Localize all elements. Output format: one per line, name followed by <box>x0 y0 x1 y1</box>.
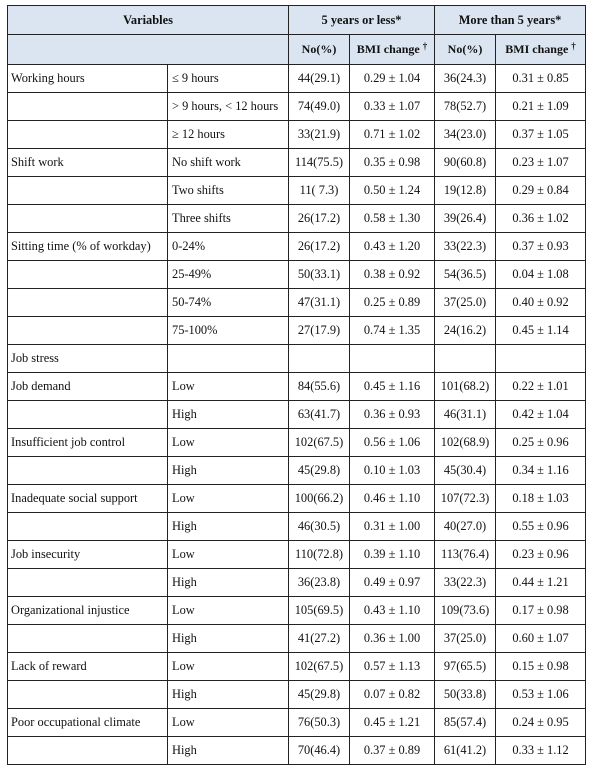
cell-g1-no-pct: 27(17.9) <box>289 317 350 345</box>
cell-g2-bmi-change: 0.42 ± 1.04 <box>496 401 586 429</box>
cell-g2-bmi-change: 0.29 ± 0.84 <box>496 177 586 205</box>
cell-g1-no-pct: 26(17.2) <box>289 233 350 261</box>
cell-variable <box>8 121 168 149</box>
cell-g2-no-pct: 45(30.4) <box>435 457 496 485</box>
cell-g2-bmi-change: 0.55 ± 0.96 <box>496 513 586 541</box>
cell-g2-bmi-change: 0.21 ± 1.09 <box>496 93 586 121</box>
cell-g1-no-pct: 74(49.0) <box>289 93 350 121</box>
cell-g2-bmi-change: 0.22 ± 1.01 <box>496 373 586 401</box>
cell-g2-bmi-change: 0.18 ± 1.03 <box>496 485 586 513</box>
table-row <box>8 513 586 541</box>
cell-g1-no-pct: 76(50.3) <box>289 709 350 737</box>
table-row <box>8 653 586 681</box>
cell-g2-no-pct: 24(16.2) <box>435 317 496 345</box>
cell-g2-bmi-change <box>496 345 586 373</box>
cell-g1-no-pct: 47(31.1) <box>289 289 350 317</box>
cell-category: ≥ 12 hours <box>168 121 289 149</box>
cell-variable <box>8 737 168 765</box>
table-body <box>8 65 586 765</box>
table-row <box>8 65 586 93</box>
bmi-change-label: BMI change <box>505 42 569 56</box>
cell-g1-no-pct: 102(67.5) <box>289 429 350 457</box>
table-row <box>8 261 586 289</box>
cell-g1-bmi-change: 0.49 ± 0.97 <box>350 569 435 597</box>
table-row <box>8 457 586 485</box>
cell-g2-bmi-change: 0.23 ± 0.96 <box>496 541 586 569</box>
cell-category: 75-100% <box>168 317 289 345</box>
cell-variable: Job insecurity <box>8 541 168 569</box>
table-row <box>8 625 586 653</box>
cell-g2-no-pct: 78(52.7) <box>435 93 496 121</box>
cell-variable <box>8 569 168 597</box>
table-row <box>8 569 586 597</box>
cell-variable <box>8 401 168 429</box>
cell-g1-no-pct: 110(72.8) <box>289 541 350 569</box>
cell-g1-bmi-change: 0.33 ± 1.07 <box>350 93 435 121</box>
cell-variable: Poor occupational climate <box>8 709 168 737</box>
cell-g1-no-pct: 100(66.2) <box>289 485 350 513</box>
cell-g2-bmi-change: 0.37 ± 1.05 <box>496 121 586 149</box>
table-row <box>8 289 586 317</box>
cell-g1-bmi-change: 0.25 ± 0.89 <box>350 289 435 317</box>
dagger-mark: † <box>422 41 428 51</box>
cell-category: 50-74% <box>168 289 289 317</box>
cell-g1-no-pct: 36(23.8) <box>289 569 350 597</box>
cell-g1-no-pct: 70(46.4) <box>289 737 350 765</box>
cell-category: High <box>168 681 289 709</box>
cell-g1-bmi-change: 0.43 ± 1.10 <box>350 597 435 625</box>
table-row <box>8 205 586 233</box>
cell-category: No shift work <box>168 149 289 177</box>
cell-g2-no-pct: 46(31.1) <box>435 401 496 429</box>
cell-category: 25-49% <box>168 261 289 289</box>
cell-g1-bmi-change: 0.43 ± 1.20 <box>350 233 435 261</box>
cell-g2-bmi-change: 0.23 ± 1.07 <box>496 149 586 177</box>
cell-category: High <box>168 401 289 429</box>
cell-g2-bmi-change: 0.25 ± 0.96 <box>496 429 586 457</box>
cell-g2-bmi-change: 0.53 ± 1.06 <box>496 681 586 709</box>
cell-g2-no-pct: 90(60.8) <box>435 149 496 177</box>
cell-g2-bmi-change: 0.40 ± 0.92 <box>496 289 586 317</box>
cell-g1-bmi-change: 0.29 ± 1.04 <box>350 65 435 93</box>
table-row <box>8 541 586 569</box>
cell-variable: Lack of reward <box>8 653 168 681</box>
table-row <box>8 737 586 765</box>
table-row <box>8 485 586 513</box>
cell-category: Low <box>168 429 289 457</box>
cell-variable <box>8 625 168 653</box>
table-row <box>8 401 586 429</box>
cell-g2-no-pct: 33(22.3) <box>435 569 496 597</box>
cell-variable: Organizational injustice <box>8 597 168 625</box>
cell-g1-bmi-change: 0.57 ± 1.13 <box>350 653 435 681</box>
cell-variable <box>8 457 168 485</box>
header-g2-bmi-change <box>496 35 586 65</box>
cell-g2-bmi-change: 0.31 ± 0.85 <box>496 65 586 93</box>
table-row <box>8 709 586 737</box>
cell-g1-no-pct: 41(27.2) <box>289 625 350 653</box>
header-blank <box>8 35 289 65</box>
cell-g1-bmi-change: 0.50 ± 1.24 <box>350 177 435 205</box>
cell-g1-no-pct: 45(29.8) <box>289 457 350 485</box>
cell-category: ≤ 9 hours <box>168 65 289 93</box>
cell-g2-no-pct: 34(23.0) <box>435 121 496 149</box>
cell-variable: Working hours <box>8 65 168 93</box>
cell-variable: Inadequate social support <box>8 485 168 513</box>
table-row <box>8 317 586 345</box>
cell-g2-no-pct: 109(73.6) <box>435 597 496 625</box>
table-row <box>8 345 586 373</box>
cell-g2-bmi-change: 0.60 ± 1.07 <box>496 625 586 653</box>
cell-variable <box>8 681 168 709</box>
cell-g1-no-pct: 63(41.7) <box>289 401 350 429</box>
header-g2-no-pct: No(%) <box>435 35 496 65</box>
cell-g2-no-pct: 85(57.4) <box>435 709 496 737</box>
cell-g1-bmi-change: 0.71 ± 1.02 <box>350 121 435 149</box>
cell-g2-no-pct: 97(65.5) <box>435 653 496 681</box>
cell-g1-bmi-change: 0.35 ± 0.98 <box>350 149 435 177</box>
header-row-columns <box>8 35 586 65</box>
cell-category: Low <box>168 541 289 569</box>
cell-category: High <box>168 457 289 485</box>
cell-g2-bmi-change: 0.34 ± 1.16 <box>496 457 586 485</box>
cell-g2-no-pct: 50(33.8) <box>435 681 496 709</box>
cell-g1-bmi-change: 0.58 ± 1.30 <box>350 205 435 233</box>
cell-variable <box>8 289 168 317</box>
cell-variable: Sitting time (% of workday) <box>8 233 168 261</box>
cell-g2-bmi-change: 0.44 ± 1.21 <box>496 569 586 597</box>
cell-g1-bmi-change: 0.45 ± 1.21 <box>350 709 435 737</box>
cell-variable <box>8 205 168 233</box>
cell-g1-bmi-change <box>350 345 435 373</box>
cell-g1-no-pct: 46(30.5) <box>289 513 350 541</box>
bmi-change-label: BMI change <box>356 42 420 56</box>
cell-g2-no-pct <box>435 345 496 373</box>
cell-g1-bmi-change: 0.39 ± 1.10 <box>350 541 435 569</box>
data-table <box>7 5 586 765</box>
cell-g2-no-pct: 37(25.0) <box>435 289 496 317</box>
cell-g1-bmi-change: 0.74 ± 1.35 <box>350 317 435 345</box>
table-row <box>8 429 586 457</box>
cell-g1-bmi-change: 0.56 ± 1.06 <box>350 429 435 457</box>
cell-g2-no-pct: 33(22.3) <box>435 233 496 261</box>
cell-g1-bmi-change: 0.46 ± 1.10 <box>350 485 435 513</box>
cell-g1-no-pct: 102(67.5) <box>289 653 350 681</box>
cell-g2-bmi-change: 0.24 ± 0.95 <box>496 709 586 737</box>
cell-category: High <box>168 569 289 597</box>
cell-variable: Insufficient job control <box>8 429 168 457</box>
cell-variable <box>8 93 168 121</box>
cell-g1-bmi-change: 0.45 ± 1.16 <box>350 373 435 401</box>
cell-g2-no-pct: 40(27.0) <box>435 513 496 541</box>
cell-g1-bmi-change: 0.10 ± 1.03 <box>350 457 435 485</box>
cell-g2-no-pct: 19(12.8) <box>435 177 496 205</box>
cell-g1-no-pct: 105(69.5) <box>289 597 350 625</box>
cell-category: Low <box>168 485 289 513</box>
cell-category: Low <box>168 653 289 681</box>
cell-category: High <box>168 737 289 765</box>
table-row <box>8 149 586 177</box>
header-g1-bmi-change <box>350 35 435 65</box>
cell-g1-bmi-change: 0.38 ± 0.92 <box>350 261 435 289</box>
table-row <box>8 93 586 121</box>
cell-g1-no-pct: 11( 7.3) <box>289 177 350 205</box>
cell-variable: Job demand <box>8 373 168 401</box>
cell-category: Low <box>168 597 289 625</box>
cell-g1-bmi-change: 0.36 ± 0.93 <box>350 401 435 429</box>
cell-g2-bmi-change: 0.37 ± 0.93 <box>496 233 586 261</box>
cell-category: > 9 hours, < 12 hours <box>168 93 289 121</box>
cell-g1-bmi-change: 0.36 ± 1.00 <box>350 625 435 653</box>
dagger-mark: † <box>571 41 576 51</box>
cell-g1-no-pct: 33(21.9) <box>289 121 350 149</box>
cell-g1-bmi-change: 0.31 ± 1.00 <box>350 513 435 541</box>
header-g1-no-pct: No(%) <box>289 35 350 65</box>
table-header <box>8 6 586 65</box>
cell-g2-bmi-change: 0.45 ± 1.14 <box>496 317 586 345</box>
cell-variable: Job stress <box>8 345 168 373</box>
cell-g1-no-pct: 114(75.5) <box>289 149 350 177</box>
cell-variable <box>8 177 168 205</box>
cell-category <box>168 345 289 373</box>
cell-category: High <box>168 625 289 653</box>
table-row <box>8 597 586 625</box>
table-row <box>8 121 586 149</box>
cell-variable: Shift work <box>8 149 168 177</box>
cell-g2-bmi-change: 0.15 ± 0.98 <box>496 653 586 681</box>
cell-variable <box>8 261 168 289</box>
table-row <box>8 177 586 205</box>
cell-g2-no-pct: 61(41.2) <box>435 737 496 765</box>
table-row <box>8 373 586 401</box>
header-row-groups <box>8 6 586 35</box>
cell-g1-bmi-change: 0.07 ± 0.82 <box>350 681 435 709</box>
cell-category: High <box>168 513 289 541</box>
cell-g2-bmi-change: 0.33 ± 1.12 <box>496 737 586 765</box>
cell-category: Low <box>168 709 289 737</box>
table-row <box>8 681 586 709</box>
cell-g2-bmi-change: 0.36 ± 1.02 <box>496 205 586 233</box>
cell-variable <box>8 317 168 345</box>
cell-g2-no-pct: 39(26.4) <box>435 205 496 233</box>
cell-g1-no-pct: 45(29.8) <box>289 681 350 709</box>
cell-g1-no-pct: 44(29.1) <box>289 65 350 93</box>
table-container <box>7 5 586 765</box>
cell-category: 0-24% <box>168 233 289 261</box>
table-row <box>8 233 586 261</box>
cell-g1-no-pct: 26(17.2) <box>289 205 350 233</box>
cell-category: Two shifts <box>168 177 289 205</box>
header-group-5-years-or-less: 5 years or less* <box>289 6 435 35</box>
cell-g2-no-pct: 107(72.3) <box>435 485 496 513</box>
cell-g2-no-pct: 37(25.0) <box>435 625 496 653</box>
cell-g2-no-pct: 113(76.4) <box>435 541 496 569</box>
cell-g1-no-pct: 84(55.6) <box>289 373 350 401</box>
cell-category: Low <box>168 373 289 401</box>
cell-g2-no-pct: 101(68.2) <box>435 373 496 401</box>
cell-g2-no-pct: 54(36.5) <box>435 261 496 289</box>
cell-g2-no-pct: 36(24.3) <box>435 65 496 93</box>
cell-g2-bmi-change: 0.04 ± 1.08 <box>496 261 586 289</box>
cell-variable <box>8 513 168 541</box>
header-group-more-than-5-years: More than 5 years* <box>435 6 586 35</box>
cell-g2-bmi-change: 0.17 ± 0.98 <box>496 597 586 625</box>
cell-g1-no-pct <box>289 345 350 373</box>
cell-g2-no-pct: 102(68.9) <box>435 429 496 457</box>
header-variables: Variables <box>8 6 289 35</box>
cell-g1-no-pct: 50(33.1) <box>289 261 350 289</box>
cell-g1-bmi-change: 0.37 ± 0.89 <box>350 737 435 765</box>
cell-category: Three shifts <box>168 205 289 233</box>
